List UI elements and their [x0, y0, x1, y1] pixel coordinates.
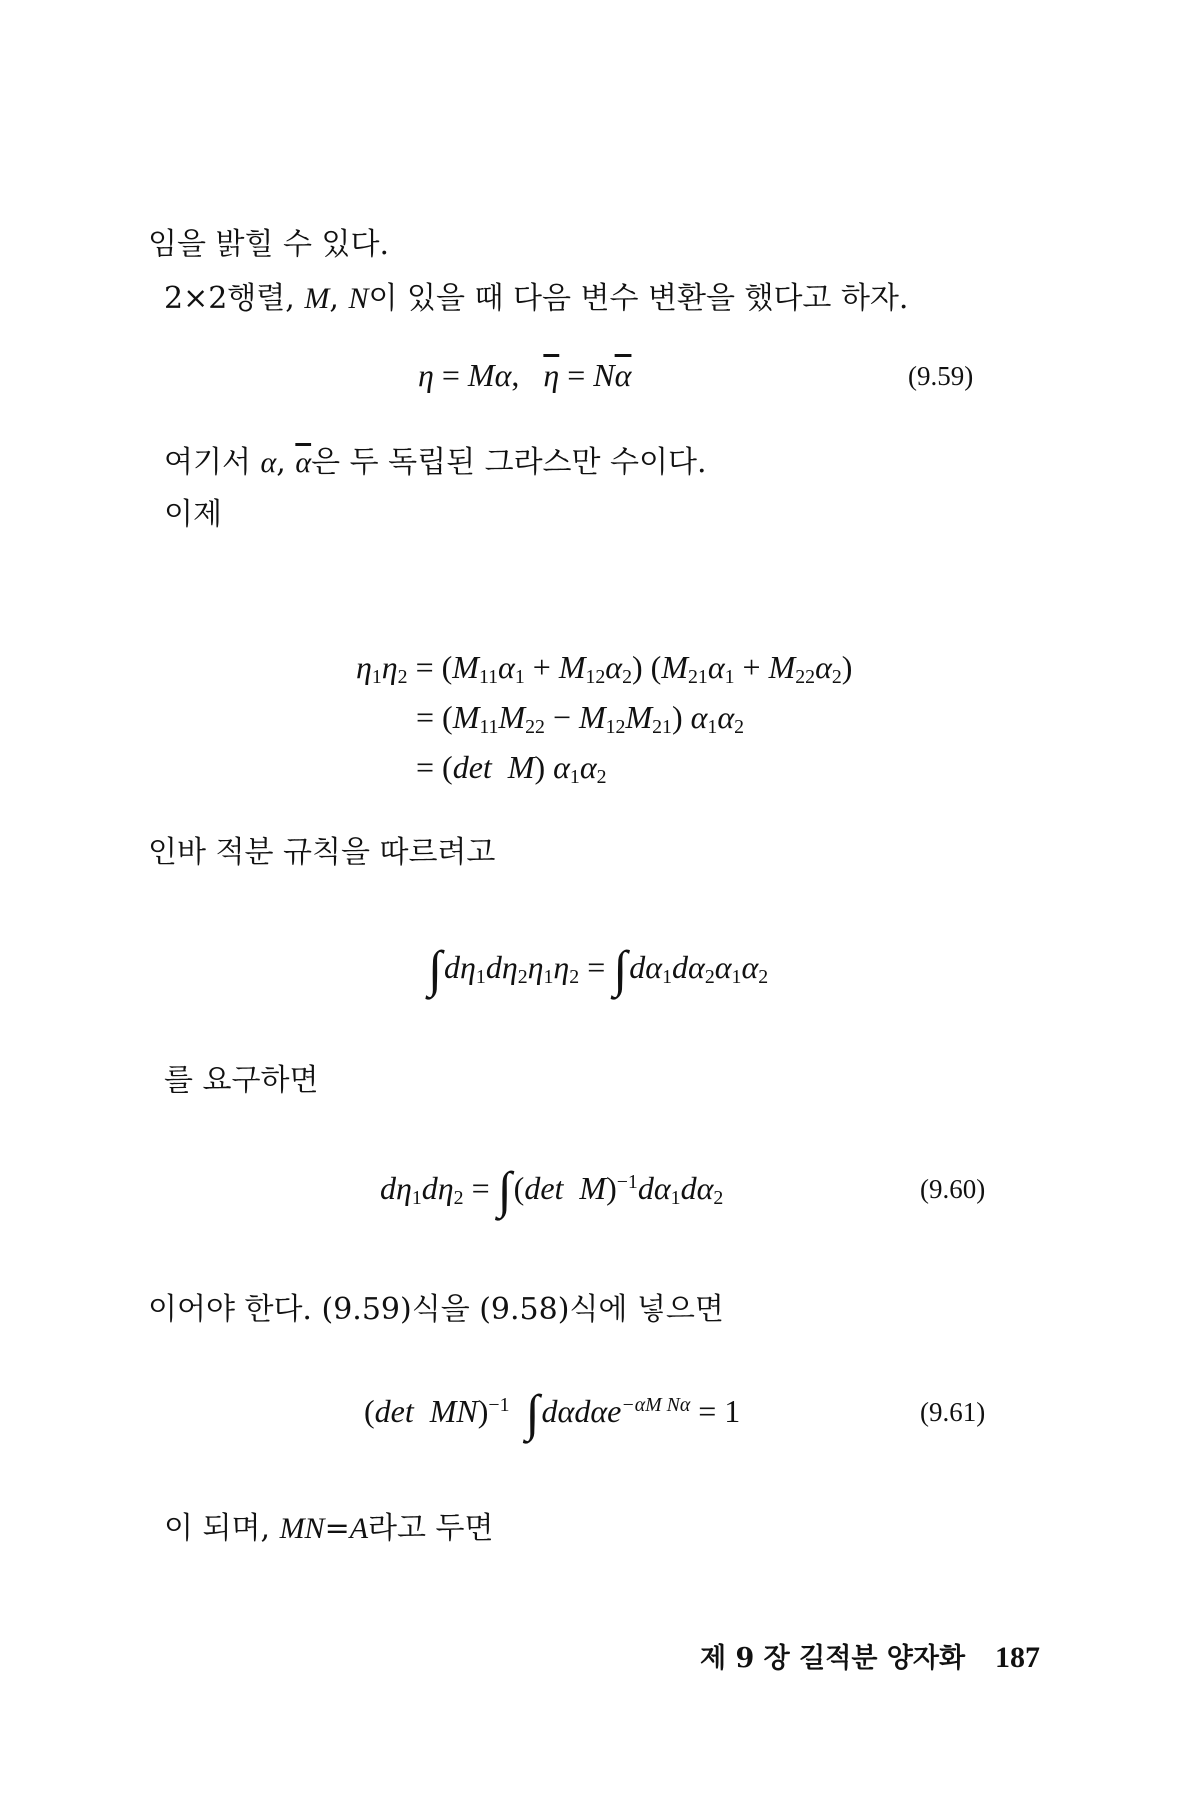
equation-9-59: η = Mα, $\overline{\eta} = N\overline{\alpha}$: [418, 357, 632, 393]
equation-number-9-60: (9.60): [920, 1174, 986, 1204]
det-label: det: [452, 749, 492, 785]
equation-number-9-61: (9.61): [920, 1397, 986, 1427]
text-line-3: 여기서 α, $\overline{\alpha}$은 두 독립된 그라스만 수이다.: [164, 445, 707, 480]
equation-9-60: $d\eta_1d\eta_2 = \int(\det$ $M)^{-1}d\alpha_1d\alpha_2$: [380, 1161, 724, 1219]
text-line-7: 이어야 한다. (9.59)식을 (9.58)식에 넣으면: [148, 1292, 724, 1327]
equation-integral-rule: $\int d\eta_1d\eta_2\eta_1\eta_2 = \int d\alpha_1d\alpha_2\alpha_1\alpha_2$: [428, 940, 769, 998]
text-line-8: 이 되며, MN=A라고 두면: [164, 1511, 494, 1546]
equation-number-9-59: (9.59): [908, 361, 974, 391]
equation-derivation-line-1: $\eta_1\eta_2 = (M_{11}\alpha_1 + M_{12}\alpha_2) (M_{21}\alpha_1 + M_{22}\alpha_2)$: [356, 649, 853, 688]
page-footer: [700, 1638, 1040, 1679]
chapter-title: 제 9 장 길적분 양자화: [700, 1643, 966, 1674]
equation-9-61: (det MN)$^{-1}$ ∫dαdαe$^{-\alpha M N\alpha}$ = 1: [364, 1384, 741, 1442]
equation-derivation-line-2: = $(M_{11}M_{22} - M_{12}M_{21})$ $\alpha_1\alpha_2$: [416, 699, 745, 738]
text-line-6: 를 요구하면: [164, 1063, 319, 1098]
equation-derivation-line-3: = (det M) $\alpha_1\alpha_2$: [416, 749, 607, 788]
page-number: 187: [995, 1641, 1041, 1674]
text-line-2: 2×2행렬, M, N이 있을 때 다음 변수 변환을 했다고 하자.: [164, 281, 909, 316]
text-line-5: 인바 적분 규칙을 따르려고: [148, 835, 496, 870]
text-line-1: 임을 밝힐 수 있다.: [148, 227, 390, 262]
text-line-4: 이제: [164, 497, 222, 532]
